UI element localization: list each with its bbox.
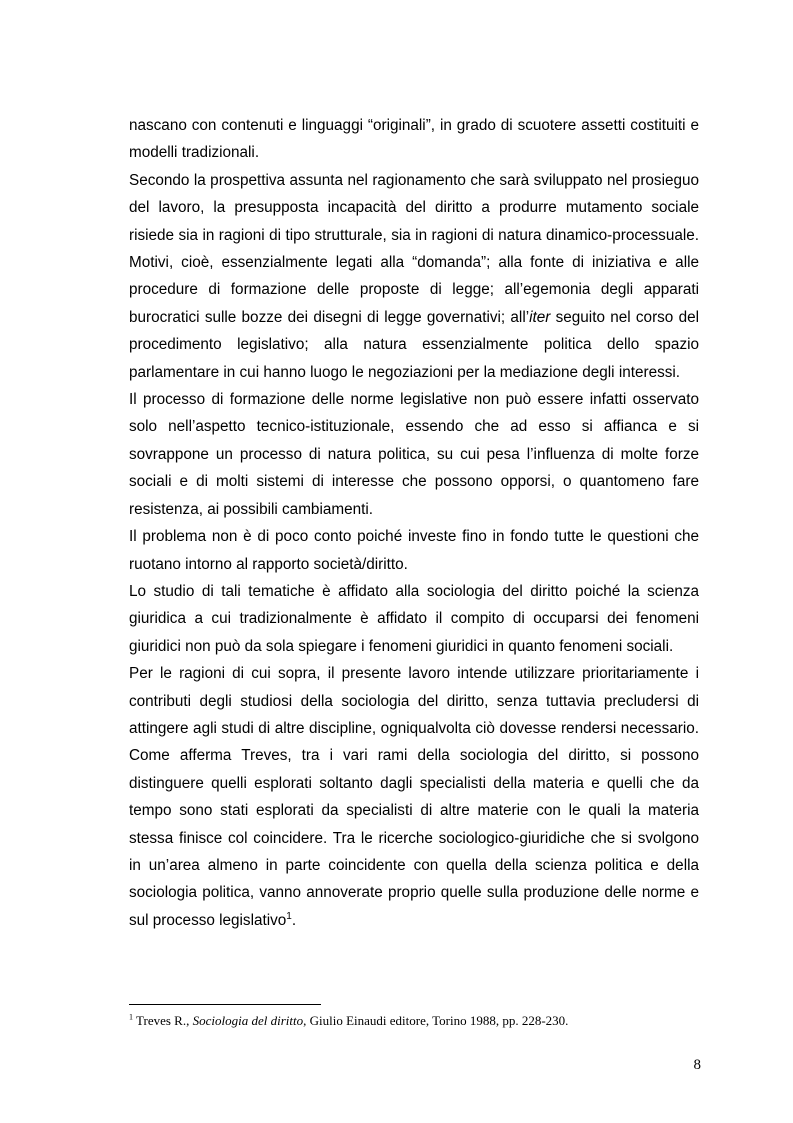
paragraph-6-text-end: .: [291, 911, 297, 929]
paragraph-3-text: Il processo di formazione delle norme legislative non può essere infatti osservato solo nell’aspetto tecnico-istituzionale, essendo che ad esso si affianca e si sovrappone un processo di natura politica, su cui pesa l’influenza di molte forze sociali e di molti sistemi di interesse che possono opporsi, o quantomeno fare resistenza, ai possibili cambiamenti.: [129, 391, 699, 518]
paragraph-2-italic-term: iter: [529, 308, 551, 326]
paragraph-1: [129, 112, 699, 167]
paragraph-2-text-end: seguito nel corso del procedimento legislativo; alla natura essenzialmente politica dello spazio parlamentare in cui hanno luogo le negoziazioni per la mediazione degli interessi.: [129, 308, 699, 381]
footnote-book-title: Sociologia del diritto: [192, 1013, 304, 1028]
paragraph-5-text: Lo studio di tali tematiche è affidato alla sociologia del diritto poiché la scienza giuridica a cui tradizionalmente è affidato il compito di occuparsi dei fenomeni giuridici non può da sola spiegare i fenomeni giuridici in quanto fenomeni sociali.: [129, 582, 699, 655]
footnote-reference[interactable]: 1: [286, 910, 292, 922]
paragraph-6-text: Per le ragioni di cui sopra, il presente lavoro intende utilizzare prioritariamente i contributi degli studiosi della sociologia del diritto, senza tuttavia precludersi di attingere agli studi di altre discipline, ogniqualvolta ciò dovesse rendersi necessario. Come afferma Treves, tra i vari rami della sociologia del diritto, si possono distinguere quelli esplorati soltanto dagli specialisti della materia e quelli che da tempo sono stati esplorati da specialisti di altre materie con le quali la materia stessa finisce col coincidere. Tra le ricerche sociologico-giuridiche che si svolgono in un’area almeno in parte coincidente con quella della scienza politica e della sociologia politica, vanno annoverate proprio quelle sulla produzione delle norme e sul processo legislativo: [129, 665, 699, 929]
paragraph-1-text: nascano con contenuti e linguaggi “originali”, in grado di scuotere assetti costituiti e modelli tradizionali.: [129, 117, 699, 162]
paragraph-4-text: Il problema non è di poco conto poiché investe fino in fondo tutte le questioni che ruotano intorno al rapporto società/diritto.: [129, 528, 699, 573]
paragraph-4: [129, 523, 699, 578]
footnote-separator: [129, 1004, 321, 1005]
footnote-marker: 1: [129, 1012, 133, 1022]
body-text: [129, 112, 699, 934]
paragraph-5: [129, 578, 699, 660]
footnote: [129, 1013, 709, 1029]
paragraph-2: [129, 167, 699, 386]
page-number: 8: [693, 1057, 701, 1073]
paragraph-6: [129, 660, 699, 934]
footnote-publication: , Giulio Einaudi editore, Torino 1988, pp. 228-230.: [303, 1013, 569, 1028]
footnote-author: Treves R.,: [136, 1013, 193, 1028]
paragraph-3: [129, 386, 699, 523]
paragraph-2-text-start: Secondo la prospettiva assunta nel ragionamento che sarà sviluppato nel prosieguo del lavoro, la presupposta incapacità del diritto a produrre mutamento sociale risiede sia in ragioni di tipo strutturale, sia in ragioni di natura dinamico-processuale. Motivi, cioè, essenzialmente legati alla “domanda”; alla fonte di iniziativa e alle procedure di formazione delle proposte di legge; all’egemonia degli apparati burocratici sulle bozze dei disegni di legge governativi; all’: [129, 171, 699, 326]
